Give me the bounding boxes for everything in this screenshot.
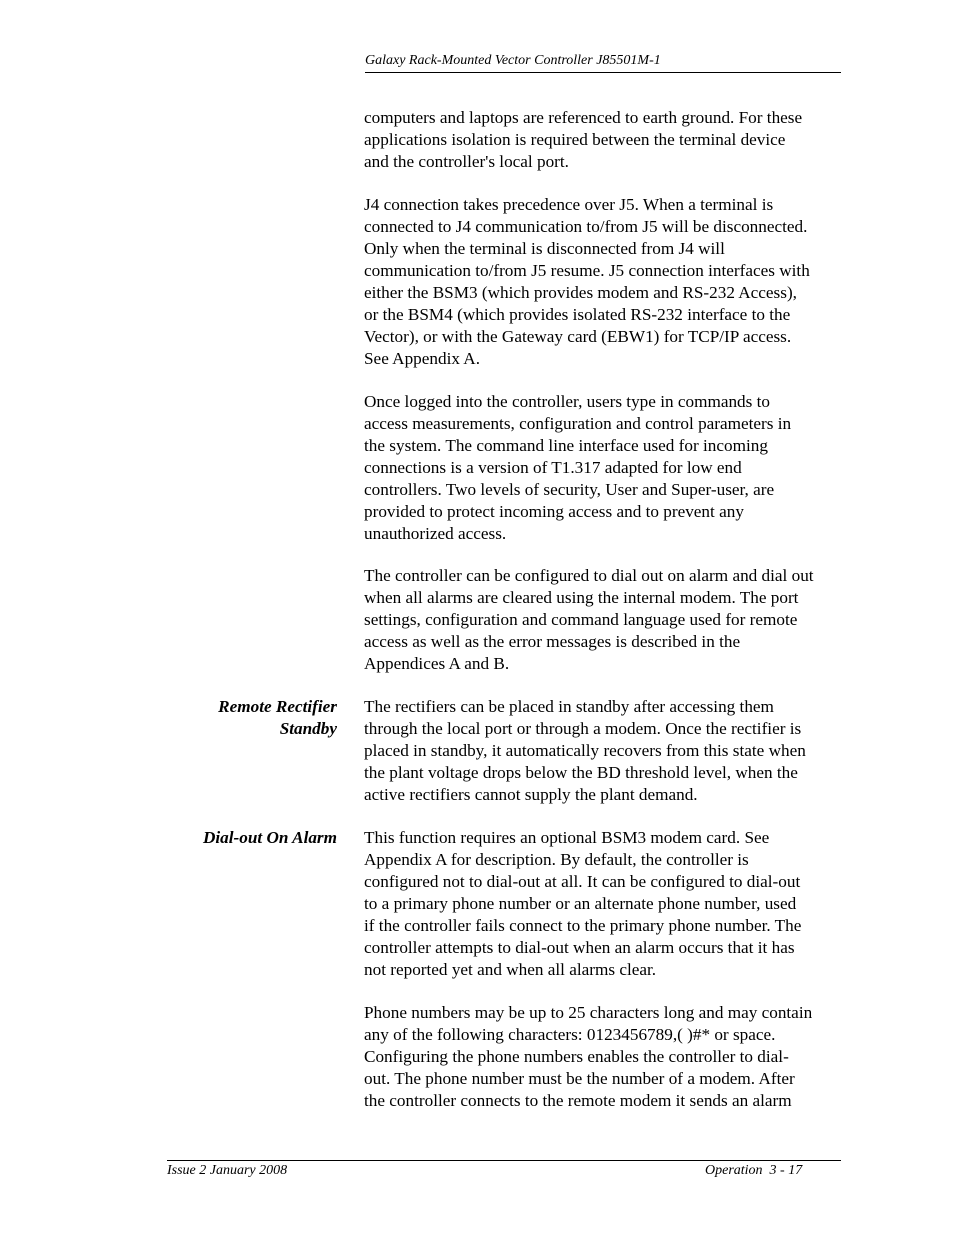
paragraph-login: Once logged into the controller, users type in commands to access measurements, configuration and control parameters in the system. The command line interface used for incoming connections is a version of T1.317 adapted for low end controllers. Two levels of security, User and Super-user, are provided to protect incoming access and to prevent any unauthorized access. xyxy=(364,392,792,543)
paragraph-remote-rectifier: The rectifiers can be placed in standby after accessing them through the local port or through a modem. Once the rectifier is placed in standby, it automatically recovers from this state when the plant voltage drops below the BD threshold level, when the active rectifiers cannot supply the plant demand. xyxy=(364,697,806,804)
paragraph-dial-out-config: The controller can be configured to dial out on alarm and dial out when all alarms are cleared using the internal modem. The port settings, configuration and command language used for remote access as well as the error messages is described in the Appendices A and B. xyxy=(364,566,814,673)
footer-page-number: Operation 3 - 17 xyxy=(705,1163,803,1178)
paragraph-phone-numbers: Phone numbers may be up to 25 characters long and may contain any of the following characters: 0123456789,( )#* or space. Configuring the phone numbers enables the controller to dial- out. The phone number must be the number of a modem. After the controller connects to the remote modem it sends an alarm xyxy=(364,1003,813,1110)
header-rule xyxy=(365,72,841,73)
section-heading-remote-rectifier-standby: Remote Rectifier Standby xyxy=(218,697,337,738)
section-heading-dial-out-on-alarm: Dial-out On Alarm xyxy=(202,828,337,847)
paragraph-j4-j5: J4 connection takes precedence over J5. When a terminal is connected to J4 communication to/from J5 will be disconnected. Only when the terminal is disconnected from J4 will communication to/from J5 resume. J5 connection interfaces with either the BSM3 (which provides modem and RS-232 Access), or the BSM4 (which provides isolated RS-232 interface to the Vector), or with the Gateway card (EBW1) for TCP/IP access. See Appendix A. xyxy=(364,195,810,368)
paragraph-dial-out-function: This function requires an optional BSM3 modem card. See Appendix A for description. By default, the controller is configured not to dial-out at all. It can be configured to dial-out to a primary phone number or an alternate phone number, used if the controller fails connect to the primary phone number. The controller attempts to dial-out when an alarm occurs that it has not reported yet and when all alarms clear. xyxy=(364,828,802,979)
running-header: Galaxy Rack-Mounted Vector Controller J85501M-1 xyxy=(365,53,661,68)
footer-issue-date: Issue 2 January 2008 xyxy=(167,1163,288,1178)
paragraph-isolation: computers and laptops are referenced to earth ground. For these applications isolation is required between the terminal device and the controller's local port. xyxy=(364,108,803,171)
footer-rule xyxy=(167,1160,841,1161)
